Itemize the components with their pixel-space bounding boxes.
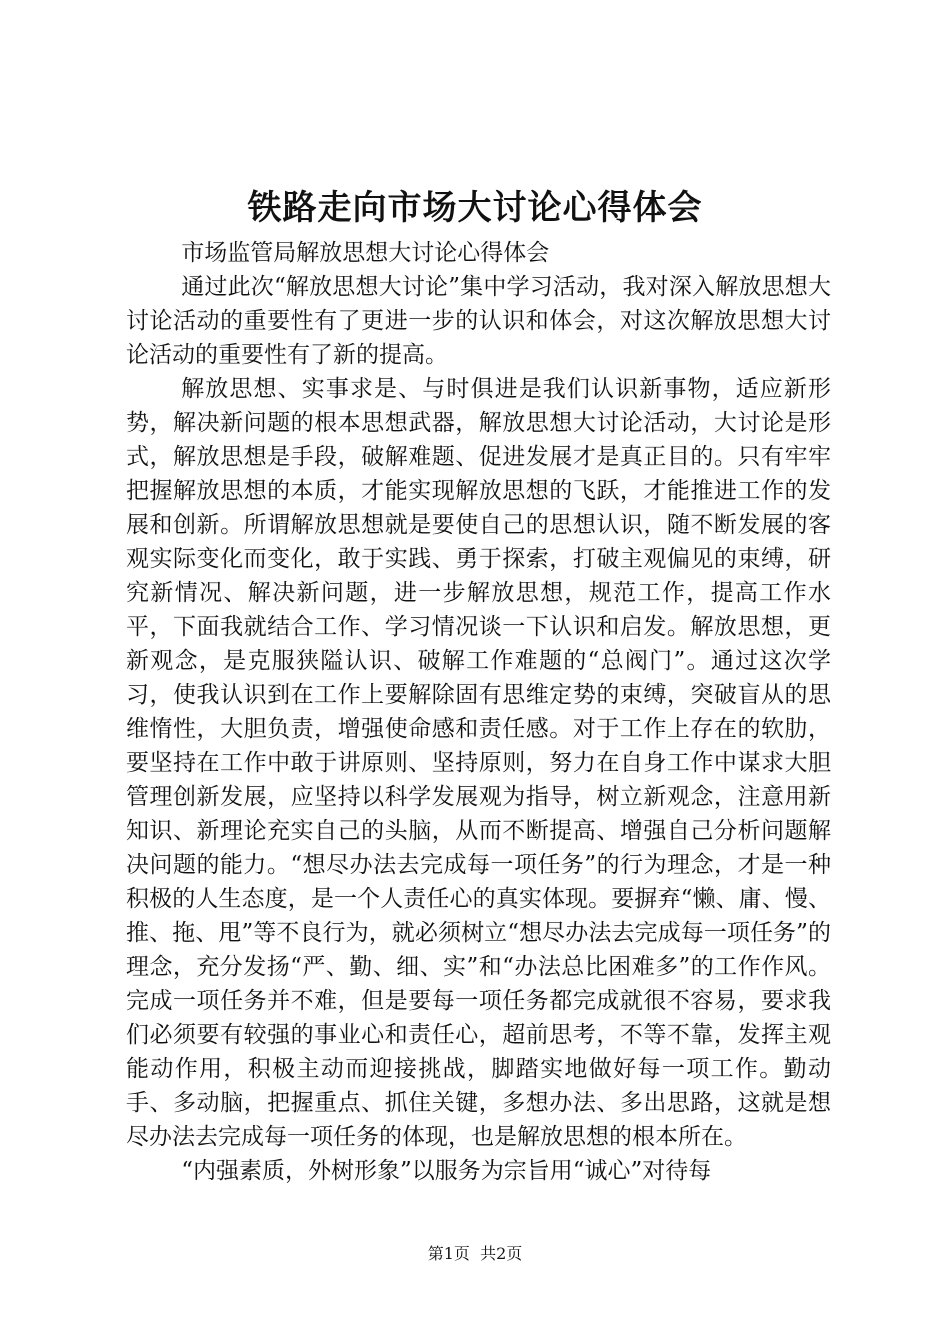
document-title: 铁路走向市场大讨论心得体会 <box>247 188 703 228</box>
paragraph: “内强素质，外树形象”以服务为宗旨用“诚心”对待每 <box>181 1158 712 1184</box>
footer-separator <box>470 1244 480 1263</box>
page-number: 第1页 <box>427 1244 470 1263</box>
page-footer <box>0 1243 950 1265</box>
page-total: 共2页 <box>480 1244 523 1263</box>
paragraph: 解放思想、实事求是、与时俱进是我们认识新事物，适应新形势，解决新问题的根本思想武器，解放思想大讨论活动，大讨论是形式，解放思想是手段，破解难题、促进发展才是真正目的。只有牢牢把握解放思想的本质，才能实现解放思想的飞跃，才能推进工作的发展和创新。所谓解放思想就是要使自己的思想认识，随不断发展的客观实际变化而变化，敢于实践、勇于探索，打破主观偏见的束缚，研究新情况、解决新问题，进一步解放思想，规范工作，提高工作水平，下面我就结合工作、学习情况谈一下认识和启发。解放思想，更新观念，是克服狭隘认识、破解工作难题的“总阀门”。通过这次学习，使我认识到在工作上要解除固有思维定势的束缚，突破盲从的思维惰性，大胆负责，增强使命感和责任感。对于工作上存在的软肋，要坚持在工作中敢于讲原则、坚持原则，努力在自身工作中谋求大胆管理创新发展，应坚持以科学发展观为指导，树立新观念，注意用新知识、新理论充实自己的头脑，从而不断提高、增强自己分析问题解决问题的能力。“想尽办法去完成每一项任务”的行为理念，才是一种积极的人生态度，是一个人责任心的真实体现。要摒弃“懒、庸、慢、推、拖、甩”等不良行为，就必须树立“想尽办法去完成每一项任务”的理念，充分发扬“严、勤、细、实”和“办法总比困难多”的工作作风。完成一项任务并不难，但是要每一项任务都完成就很不容易，要求我们必须要有较强的事业心和责任心，超前思考，不等不靠，发挥主观能动作用，积极主动而迎接挑战，脚踏实地做好每一项工作。勤动手、多动脑，把握重点、抓住关键，多想办法、多出思路，这就是想尽办法去完成每一项任务的体现，也是解放思想的根本所在。 <box>126 376 831 1150</box>
document-body <box>126 236 831 1188</box>
paragraph: 市场监管局解放思想大讨论心得体会 <box>181 240 550 266</box>
paragraph: 通过此次“解放思想大讨论”集中学习活动，我对深入解放思想大讨论活动的重要性有了更进一步的认识和体会，对这次解放思想大讨论活动的重要性有了新的提高。 <box>126 274 831 368</box>
